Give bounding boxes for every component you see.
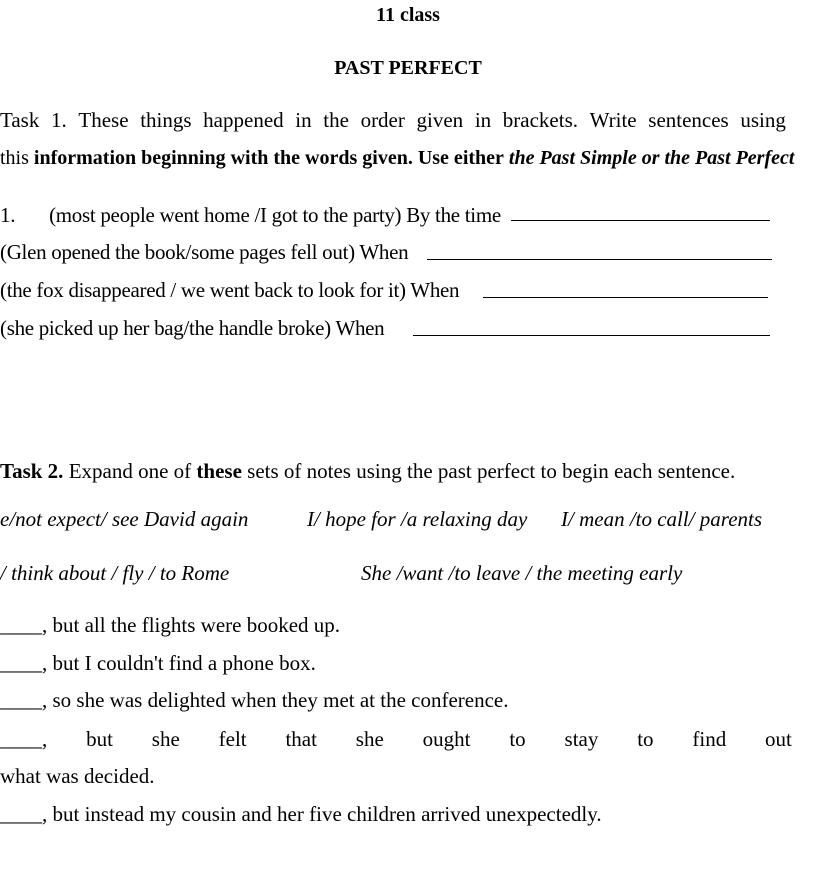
sentence-text: , but instead my cousin and her five children arrived unexpectedly. xyxy=(42,802,602,826)
page-title: PAST PERFECT xyxy=(334,57,482,79)
task2-sentence-4 xyxy=(0,727,792,751)
note-2: I/ hope for /a relaxing day xyxy=(307,507,528,531)
word: that xyxy=(285,727,317,751)
word: ought xyxy=(422,727,471,751)
task1-instruction-line2 xyxy=(0,146,794,170)
word: stay xyxy=(564,727,599,751)
word: Write xyxy=(589,108,637,132)
item-prompt: (most people went home /I got to the party) By the time xyxy=(49,203,501,227)
word: but xyxy=(86,727,113,751)
sentence-text: , so she was delighted when they met at the conference. xyxy=(42,688,509,712)
note-5: She /want /to leave / the meeting early xyxy=(361,561,683,585)
word: felt xyxy=(218,727,247,751)
task2-text: Expand one of xyxy=(68,459,192,483)
word: brackets. xyxy=(502,108,579,132)
answer-blank[interactable]: ____ xyxy=(0,727,42,751)
task1-item-4 xyxy=(0,316,384,340)
word: sentences xyxy=(648,108,729,132)
sentence-text: , but all the flights were booked up. xyxy=(42,613,341,637)
word: order xyxy=(360,108,405,132)
task2-bold-word: these xyxy=(196,459,242,483)
word: the xyxy=(323,108,349,132)
word: given xyxy=(416,108,464,132)
instruction-text: this xyxy=(0,147,29,169)
item-prompt: (the fox disappeared / we went back to look for it) When xyxy=(0,278,460,302)
word: she xyxy=(355,727,384,751)
task1-item-2 xyxy=(0,240,408,264)
answer-blank[interactable]: ____ xyxy=(0,613,42,637)
note-3: I/ mean /to call/ parents xyxy=(561,507,763,531)
task2-sentence-2 xyxy=(0,651,316,675)
answer-blank[interactable] xyxy=(413,315,770,336)
task1-item-1 xyxy=(0,203,501,227)
task2-sentence-1 xyxy=(0,613,340,637)
answer-blank[interactable] xyxy=(511,200,770,221)
word: to xyxy=(509,727,526,751)
task2-sentence-5 xyxy=(0,802,602,826)
word: happened xyxy=(203,108,284,132)
class-label: 11 class xyxy=(376,4,440,26)
sentence-text: , but I couldn't find a phone box. xyxy=(42,651,316,675)
task2-title xyxy=(0,459,735,483)
instruction-bold-text: information beginning with the words given. Use either xyxy=(33,147,504,169)
task2-label: Task 2. xyxy=(0,459,64,483)
note-1: e/not expect/ see David again xyxy=(0,507,249,531)
answer-blank[interactable]: ____ xyxy=(0,802,42,826)
word: out xyxy=(765,727,792,751)
word: These xyxy=(78,108,129,132)
answer-blank[interactable] xyxy=(427,239,772,260)
task1-instruction-line1 xyxy=(0,108,786,132)
task2-sentence-4-continuation: what was decided. xyxy=(0,764,155,788)
word: to xyxy=(637,727,654,751)
task2-text: sets of notes using the past perfect to begin each sentence. xyxy=(247,459,736,483)
item-number: 1. xyxy=(0,203,16,227)
instruction-bold-italic-text: the Past Simple or the Past Perfect xyxy=(508,147,795,169)
task2-sentence-3 xyxy=(0,688,509,712)
word: in xyxy=(295,108,312,132)
word: using xyxy=(740,108,786,132)
task1-item-3 xyxy=(0,278,459,302)
word: 1. xyxy=(51,108,67,132)
word: Task xyxy=(0,108,40,132)
note-4: / think about / fly / to Rome xyxy=(0,561,230,585)
word: find xyxy=(692,727,727,751)
item-prompt: (Glen opened the book/some pages fell out) When xyxy=(0,240,409,264)
word: , xyxy=(42,727,48,751)
item-prompt: (she picked up her bag/the handle broke) When xyxy=(0,316,385,340)
answer-blank[interactable]: ____ xyxy=(0,651,42,675)
word: things xyxy=(140,108,192,132)
answer-blank[interactable]: ____ xyxy=(0,688,42,712)
word: she xyxy=(151,727,180,751)
answer-blank[interactable] xyxy=(483,277,768,298)
word: in xyxy=(474,108,492,132)
